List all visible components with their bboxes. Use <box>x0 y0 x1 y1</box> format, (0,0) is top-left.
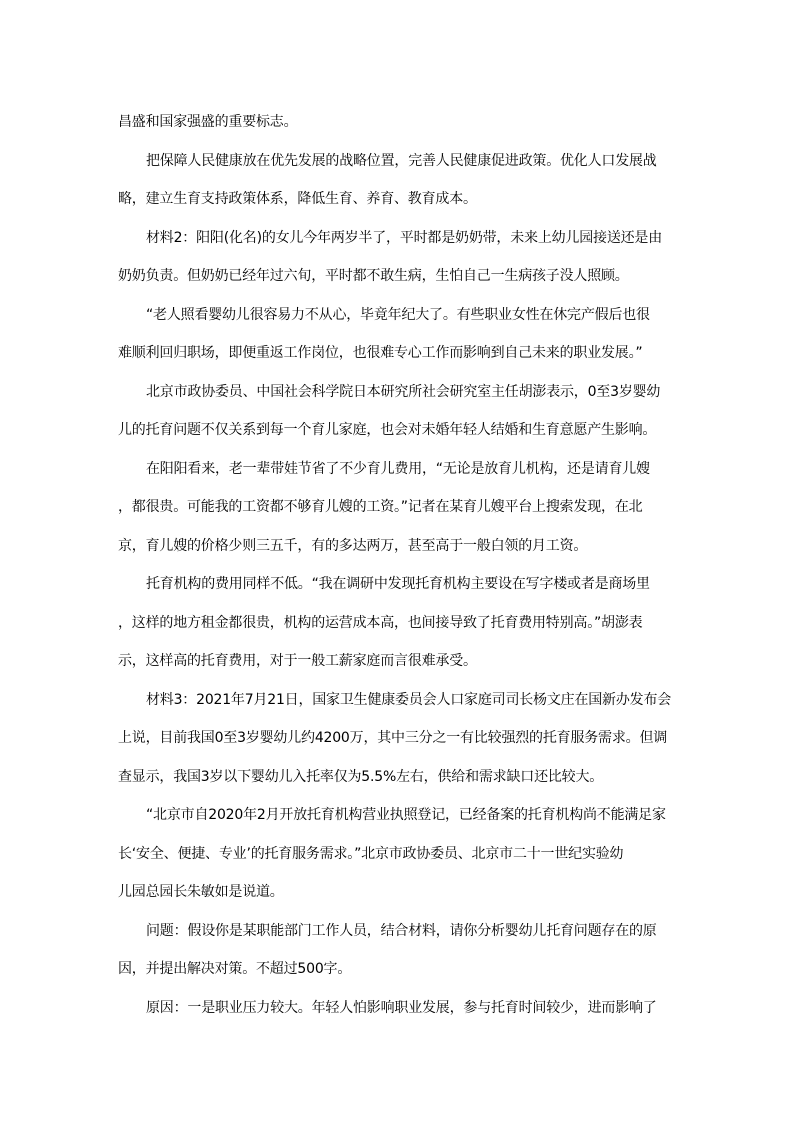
text-line: 材料3：2021年7月21日，国家卫生健康委员会人口家庭司司长杨文庄在国新办发布会 <box>146 691 672 708</box>
text-line: 原因：一是职业压力较大。年轻人怕影响职业发展，参与托育时间较少，进而影响了 <box>146 999 657 1016</box>
paragraph <box>118 296 688 373</box>
text-line: 略，建立生育支持政策体系，降低生育、养育、教育成本。 <box>118 191 477 207</box>
text-line: 把保障人民健康放在优先发展的战略位置，完善人民健康促进政策。优化人口发展战 <box>146 152 657 169</box>
text-line: “北京市自2020年2月开放托育机构营业执照登记，已经备案的托育机构尚不能满足家 <box>146 807 666 823</box>
document-page <box>118 103 688 1027</box>
text-line: 问题：假设你是某职能部门工作人员，结合材料，请你分析婴幼儿托育问题存在的原 <box>146 922 657 939</box>
paragraph <box>118 912 688 989</box>
paragraph <box>118 989 688 1028</box>
text-line: ，都很贵。可能我的工资都不够育儿嫂的工资。”记者在某育儿嫂平台上搜索发现，在北 <box>118 499 643 515</box>
text-line: 材料2：阳阳(化名)的女儿今年两岁半了，平时都是奶奶带，未来上幼儿园接送还是由 <box>146 229 663 246</box>
paragraph <box>118 565 688 681</box>
paragraph <box>118 103 688 142</box>
text-line: 因，并提出解决对策。不超过500字。 <box>118 961 352 977</box>
text-line: 儿园总园长朱敏如是说道。 <box>118 884 284 900</box>
text-line: 难顺利回归职场，即便重返工作岗位，也很难专心工作而影响到自己未来的职业发展。” <box>118 345 643 361</box>
text-line: 托育机构的费用同样不低。“我在调研中发现托育机构主要设在写字楼或者是商场里 <box>146 576 650 592</box>
text-line: 在阳阳看来，老一辈带娃节省了不少育儿费用，“无论是放育儿机构，还是请育儿嫂 <box>146 460 650 477</box>
text-line: ，这样的地方租金都很贵，机构的运营成本高，也间接导致了托育费用特别高。”胡澎表 <box>118 614 643 631</box>
text-line: “老人照看婴幼儿很容易力不从心，毕竟年纪大了。有些职业女性在休完产假后也很 <box>146 306 650 323</box>
text-line: 示，这样高的托育费用，对于一般工薪家庭而言很难承受。 <box>118 653 477 669</box>
paragraph <box>118 373 688 450</box>
paragraph <box>118 219 688 296</box>
paragraph <box>118 796 688 912</box>
text-line: 儿的托育问题不仅关系到每一个育儿家庭，也会对未婚年轻人结婚和生育意愿产生影响。 <box>118 422 657 438</box>
text-line: 昌盛和国家强盛的重要标志。 <box>118 114 298 130</box>
text-line: 上说，目前我国0至3岁婴幼儿约4200万，其中三分之一有比较强烈的托育服务需求。但调 <box>118 730 668 746</box>
text-line: 奶奶负责。但奶奶已经年过六旬，平时都不敢生病，生怕自己一生病孩子没人照顾。 <box>118 268 629 284</box>
paragraph <box>118 681 688 797</box>
text-line: 北京市政协委员、中国社会科学院日本研究所社会研究室主任胡澎表示，0至3岁婴幼 <box>146 383 661 400</box>
text-line: 查显示，我国3岁以下婴幼儿入托率仅为5.5%左右，供给和需求缺口还比较大。 <box>118 768 604 785</box>
paragraph <box>118 450 688 566</box>
text-line: 长‘安全、便捷、专业’的托育服务需求。”北京市政协委员、北京市二十一世纪实验幼 <box>118 845 624 862</box>
text-line: 京，育儿嫂的价格少则三五千，有的多达两万，甚至高于一般白领的月工资。 <box>118 537 588 554</box>
paragraph <box>118 142 688 219</box>
